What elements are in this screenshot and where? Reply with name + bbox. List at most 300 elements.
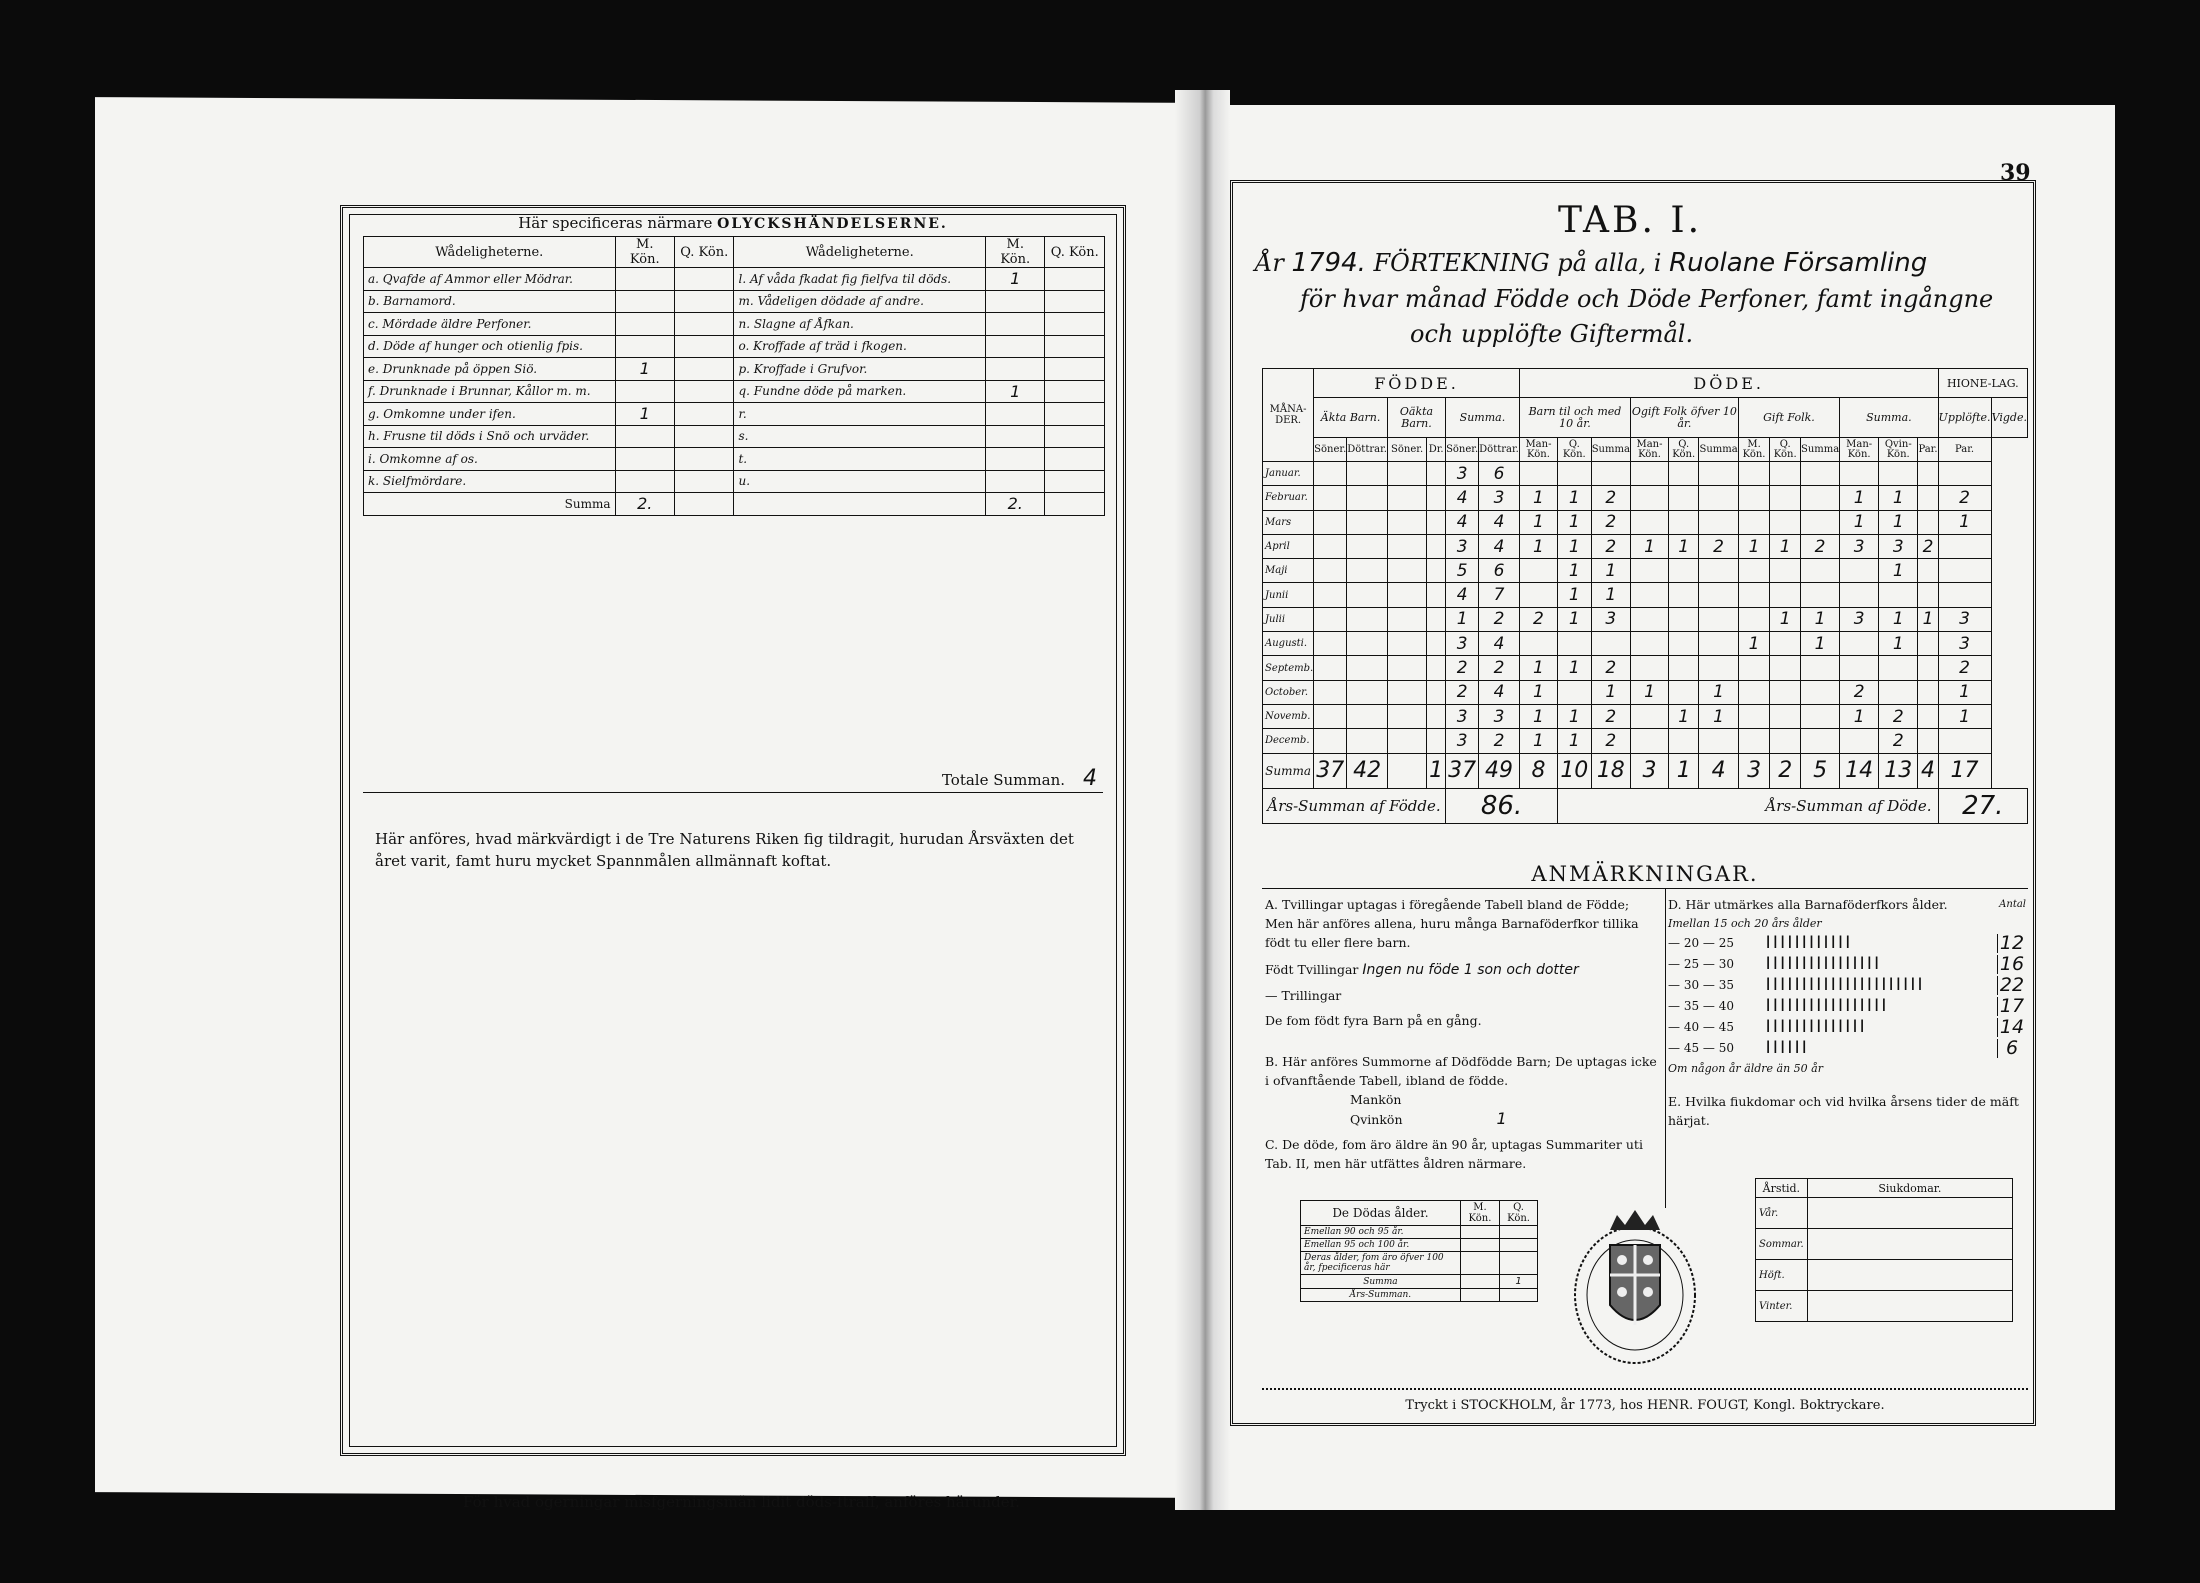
month-cell: 4: [1479, 510, 1520, 534]
month-cell: [1427, 462, 1446, 486]
month-cell: [1800, 462, 1839, 486]
accident-m: [986, 313, 1045, 336]
month-cell: [1314, 486, 1347, 510]
col-header-cat2: Wådeligheterne.: [734, 237, 986, 268]
twins-line: Födt Tvillingar Ingen nu föde 1 son och dotter: [1265, 962, 1579, 978]
dod-h2: M. Kön.: [1460, 1201, 1499, 1226]
month-cell: 1: [1519, 486, 1557, 510]
month-label: Novemb.: [1263, 704, 1314, 728]
accidents-table: [363, 236, 1105, 516]
month-cell: [1387, 704, 1426, 728]
month-cell: [1427, 704, 1446, 728]
accident-m: 1: [615, 358, 674, 381]
accident-m: [615, 380, 674, 403]
accident-q: [1045, 290, 1105, 313]
age-tally: ǀǀǀǀǀǀǀǀǀǀǀǀǀǀ: [1763, 1017, 1865, 1037]
accident-m: [615, 268, 674, 291]
sub2-header: Man-Kön.: [1519, 438, 1557, 462]
month-cell: 2: [1800, 534, 1839, 558]
remark-a: A. Tvillingar uptagas i föregående Tabell bland de Födde; Men här anföres allena, huru många Barnaföderfkor tillika födt tu eller flere barn.: [1265, 897, 1639, 950]
month-cell: 1: [1558, 583, 1591, 607]
group-fodde: FÖDDE.: [1314, 369, 1520, 398]
accident-row: [364, 425, 1105, 448]
month-cell: [1347, 680, 1388, 704]
age-tally: ǀǀǀǀǀǀǀǀǀǀǀǀǀǀǀǀǀǀǀǀǀǀ: [1763, 975, 1923, 995]
month-cell: [1738, 486, 1770, 510]
accident-row: [364, 470, 1105, 493]
col-header-q2: Q. Kön.: [1045, 237, 1105, 268]
month-cell: 1: [1699, 704, 1738, 728]
month-cell: [1347, 632, 1388, 656]
summa-cell: 42: [1347, 753, 1388, 788]
accident-m: 1: [986, 268, 1045, 291]
month-cell: [1668, 656, 1699, 680]
month-cell: 1: [1446, 607, 1479, 631]
month-row: [1263, 680, 2028, 704]
sub-upplofte: Upplöfte.: [1938, 398, 1991, 438]
accident-q: [675, 448, 734, 471]
month-cell: [1668, 559, 1699, 583]
accident-q: [675, 380, 734, 403]
month-cell: [1800, 729, 1839, 753]
month-cell: [1918, 462, 1938, 486]
accident-label: h. Frusne til döds i Snö och urväder.: [364, 425, 616, 448]
month-cell: [1938, 534, 1991, 558]
month-cell: 4: [1479, 680, 1520, 704]
accident-label: i. Omkomne af os.: [364, 448, 616, 471]
month-cell: [1738, 583, 1770, 607]
accident-m: [615, 290, 674, 313]
month-label: Decemb.: [1263, 729, 1314, 753]
month-cell: [1314, 534, 1347, 558]
accident-label: d. Döde af hunger och otienlig fpis.: [364, 335, 616, 358]
col-header-cat: Wådeligheterne.: [364, 237, 616, 268]
accident-row: [364, 448, 1105, 471]
death-age-table: [1300, 1200, 1538, 1302]
month-cell: [1738, 607, 1770, 631]
month-cell: 1: [1738, 632, 1770, 656]
month-cell: [1668, 729, 1699, 753]
accident-label: r.: [734, 403, 986, 426]
month-cell: [1427, 632, 1446, 656]
month-label: Mars: [1263, 510, 1314, 534]
month-cell: [1699, 632, 1738, 656]
dod-r2: Emellan 95 och 100 år.: [1301, 1239, 1461, 1252]
accident-q: [675, 425, 734, 448]
month-cell: [1918, 704, 1938, 728]
month-cell: 3: [1446, 534, 1479, 558]
mother-age-row: [1668, 996, 2026, 1017]
month-cell: [1800, 704, 1839, 728]
month-cell: [1314, 704, 1347, 728]
sub-ogift: Ogift Folk öfver 10 år.: [1631, 398, 1739, 438]
year-handwritten: 1794.: [1291, 248, 1366, 278]
month-cell: [1699, 729, 1738, 753]
age-range-label: — 30 — 35: [1668, 978, 1734, 992]
month-cell: [1699, 656, 1738, 680]
month-cell: [1738, 704, 1770, 728]
accident-q: [675, 403, 734, 426]
sub2-header: Söner.: [1446, 438, 1479, 462]
month-cell: 5: [1446, 559, 1479, 583]
diseases-table: [1755, 1178, 2013, 1322]
month-cell: [1770, 583, 1801, 607]
age-range-label: — 35 — 40: [1668, 999, 1734, 1013]
month-cell: [1314, 510, 1347, 534]
accident-label: c. Mördade äldre Perfoner.: [364, 313, 616, 336]
remarks-right-column: [1668, 895, 2026, 1130]
month-label: April: [1263, 534, 1314, 558]
month-cell: 1: [1668, 534, 1699, 558]
accident-q: [1045, 313, 1105, 336]
dod-h3: Q. Kön.: [1500, 1201, 1538, 1226]
printer-imprint: Tryckt i STOCKHOLM, år 1773, hos HENR. FOUGT, Kongl. Boktryckare.: [1405, 1398, 1885, 1413]
month-cell: [1800, 486, 1839, 510]
month-cell: [1738, 656, 1770, 680]
accident-q: [1045, 358, 1105, 381]
dod-h1: De Dödas ålder.: [1301, 1201, 1461, 1226]
month-cell: 1: [1879, 510, 1918, 534]
month-cell: 3: [1840, 534, 1879, 558]
summa-cell: 5: [1800, 753, 1839, 788]
accident-label: p. Kroffade i Grufvor.: [734, 358, 986, 381]
month-cell: [1631, 583, 1669, 607]
month-cell: 1: [1558, 704, 1591, 728]
month-cell: 3: [1479, 704, 1520, 728]
month-cell: [1631, 704, 1669, 728]
sub2-header: Summa: [1699, 438, 1738, 462]
accident-label: b. Barnamord.: [364, 290, 616, 313]
accidents-body: [364, 268, 1105, 493]
month-cell: 4: [1446, 486, 1479, 510]
month-cell: [1918, 510, 1938, 534]
month-cell: 3: [1446, 462, 1479, 486]
parish-handwritten: Ruolane Församling: [1669, 248, 1928, 278]
sub-barn: Barn til och med 10 år.: [1519, 398, 1630, 438]
accident-row: [364, 313, 1105, 336]
month-row: [1263, 729, 2028, 753]
month-cell: [1314, 607, 1347, 631]
month-cell: [1314, 559, 1347, 583]
month-cell: 3: [1840, 607, 1879, 631]
month-cell: [1631, 632, 1669, 656]
month-cell: [1387, 583, 1426, 607]
month-cell: [1519, 559, 1557, 583]
summa-cell: 8: [1519, 753, 1557, 788]
month-cell: [1427, 510, 1446, 534]
month-cell: [1800, 656, 1839, 680]
group-hionelag: HIONE-LAG.: [1938, 369, 2027, 398]
summa-cell: 1: [1668, 753, 1699, 788]
accident-q: [675, 358, 734, 381]
month-cell: [1591, 462, 1631, 486]
accident-label: a. Qvafde af Ammor eller Mödrar.: [364, 268, 616, 291]
accident-label: l. Af våda fkadat fig fielfva til döds.: [734, 268, 986, 291]
month-label: Julii: [1263, 607, 1314, 631]
month-row: [1263, 704, 2028, 728]
month-cell: [1770, 559, 1801, 583]
month-cell: [1668, 510, 1699, 534]
month-cell: [1918, 680, 1938, 704]
month-cell: 1: [1800, 607, 1839, 631]
sub2-header: Qvin-Kön.: [1879, 438, 1918, 462]
dod-summa: Summa: [1301, 1275, 1461, 1289]
accidents-form-frame: [340, 205, 1126, 1511]
age-range-label: — 40 — 45: [1668, 1020, 1734, 1034]
accident-m: [615, 448, 674, 471]
mother-age-row: [1668, 975, 2026, 996]
month-cell: [1938, 559, 1991, 583]
month-cell: 1: [1558, 486, 1591, 510]
month-cell: 6: [1479, 462, 1520, 486]
month-cell: [1918, 486, 1938, 510]
month-row: [1263, 486, 2028, 510]
month-cell: [1840, 559, 1879, 583]
month-cell: 1: [1840, 510, 1879, 534]
mother-age-row: [1668, 954, 2026, 975]
month-cell: [1770, 729, 1801, 753]
anmarkningar-title: ANMÄRKNINGAR.: [1531, 862, 1759, 886]
sub2-header: Döttrar.: [1479, 438, 1520, 462]
month-cell: [1631, 462, 1669, 486]
accident-m: [615, 425, 674, 448]
month-cell: 1: [1558, 559, 1591, 583]
ars-fodde-value: 86.: [1446, 788, 1558, 823]
months-body: [1263, 462, 2028, 754]
month-cell: 7: [1479, 583, 1520, 607]
accident-q: [675, 313, 734, 336]
summa-m2: 2.: [986, 493, 1045, 516]
accident-row: [364, 335, 1105, 358]
month-cell: 1: [1738, 534, 1770, 558]
month-cell: [1558, 462, 1591, 486]
accident-q: [675, 290, 734, 313]
month-cell: [1668, 486, 1699, 510]
ars-fodde-label: Års-Summan af Födde.: [1263, 788, 1446, 823]
month-cell: [1770, 704, 1801, 728]
month-cell: [1591, 632, 1631, 656]
accident-row: [364, 358, 1105, 381]
month-cell: [1387, 729, 1426, 753]
age-tally: ǀǀǀǀǀǀǀǀǀǀǀǀ: [1763, 933, 1850, 953]
sub2-header: Dr.: [1427, 438, 1446, 462]
month-cell: [1668, 632, 1699, 656]
accident-m: 1: [615, 403, 674, 426]
sub2-header: Summa: [1591, 438, 1631, 462]
month-cell: 1: [1770, 607, 1801, 631]
summa-cell: 37: [1314, 753, 1347, 788]
executions-heading: För hvad ogerningar misfgerningsmän lidit döds-ftraff, anföres härunder.: [463, 1493, 1020, 1511]
season-host: Höft.: [1756, 1260, 1808, 1291]
month-cell: [1699, 607, 1738, 631]
month-row: [1263, 583, 2028, 607]
month-cell: 1: [1631, 680, 1669, 704]
age-count: 22: [1997, 976, 2026, 995]
month-cell: 3: [1446, 729, 1479, 753]
form-heading-line2: för hvar månad Födde och Döde Perfoner, famt ingångne: [1300, 285, 1994, 313]
month-cell: 2: [1591, 656, 1631, 680]
accident-m: [615, 470, 674, 493]
accident-row: [364, 403, 1105, 426]
month-cell: 3: [1938, 632, 1991, 656]
month-row: [1263, 559, 2028, 583]
month-cell: [1938, 583, 1991, 607]
month-cell: [1631, 486, 1669, 510]
accident-label: f. Drunknade i Brunnar, Kållor m. m.: [364, 380, 616, 403]
month-cell: 1: [1800, 632, 1839, 656]
form-heading-line3: och upplöfte Giftermål.: [1410, 320, 1694, 348]
age-count: 17: [1997, 997, 2026, 1016]
sub2-header: Q. Kön.: [1770, 438, 1801, 462]
month-cell: [1347, 559, 1388, 583]
accident-row: [364, 268, 1105, 291]
dod-summa-q: 1: [1500, 1275, 1538, 1289]
month-cell: 4: [1446, 510, 1479, 534]
sub2-header: Par.: [1938, 438, 1991, 462]
month-cell: [1347, 583, 1388, 607]
accident-m: [986, 358, 1045, 381]
month-cell: [1387, 680, 1426, 704]
summa-cell: 4: [1699, 753, 1738, 788]
accident-q: [675, 268, 734, 291]
month-cell: [1387, 656, 1426, 680]
age-count: 16: [1997, 955, 2026, 974]
month-cell: [1631, 510, 1669, 534]
month-cell: 4: [1479, 534, 1520, 558]
month-cell: [1314, 656, 1347, 680]
group-dode: DÖDE.: [1519, 369, 1938, 398]
summa-cell: [1387, 753, 1426, 788]
summa-cell: 49: [1479, 753, 1520, 788]
summa-cell: 3: [1631, 753, 1669, 788]
remark-e: E. Hvilka fiukdomar och vid hvilka årsens tider de mäft härjat.: [1668, 1094, 2019, 1128]
col-header-m: M. Kön.: [615, 237, 674, 268]
month-cell: 1: [1668, 704, 1699, 728]
month-cell: [1314, 680, 1347, 704]
month-cell: [1918, 656, 1938, 680]
month-cell: [1699, 510, 1738, 534]
summa-cell: 10: [1558, 753, 1591, 788]
sub-akta: Äkta Barn.: [1314, 398, 1388, 438]
accident-label: q. Fundne döde på marken.: [734, 380, 986, 403]
month-cell: 2: [1446, 656, 1479, 680]
summa-cell: 1: [1427, 753, 1446, 788]
month-cell: 2: [1591, 534, 1631, 558]
accident-q: [675, 335, 734, 358]
summa-cell: 37: [1446, 753, 1479, 788]
month-cell: [1699, 583, 1738, 607]
month-cell: 1: [1770, 534, 1801, 558]
month-cell: 1: [1558, 534, 1591, 558]
totale-summan: Totale Summan. 4: [941, 766, 1097, 791]
month-cell: [1314, 462, 1347, 486]
month-cell: [1427, 656, 1446, 680]
accident-label: s.: [734, 425, 986, 448]
month-cell: 1: [1938, 680, 1991, 704]
month-label: Septemb.: [1263, 656, 1314, 680]
sjuk-h2: Siukdomar.: [1807, 1179, 2012, 1198]
month-cell: 2: [1938, 486, 1991, 510]
month-cell: [1347, 607, 1388, 631]
month-cell: [1314, 632, 1347, 656]
month-cell: [1938, 729, 1991, 753]
month-cell: 3: [1938, 607, 1991, 631]
month-cell: [1387, 632, 1426, 656]
month-cell: 1: [1519, 656, 1557, 680]
month-cell: [1668, 583, 1699, 607]
month-cell: 1: [1879, 486, 1918, 510]
summa-row: [1263, 753, 2028, 788]
month-cell: 1: [1558, 729, 1591, 753]
month-cell: [1427, 583, 1446, 607]
month-cell: [1879, 680, 1918, 704]
month-cell: [1387, 607, 1426, 631]
accident-m: [986, 335, 1045, 358]
accident-label: k. Sielfmördare.: [364, 470, 616, 493]
month-cell: 2: [1519, 607, 1557, 631]
sjuk-h1: Årstid.: [1756, 1179, 1808, 1198]
summa-row-label: Summa: [1263, 753, 1314, 788]
month-cell: [1738, 559, 1770, 583]
month-cell: [1770, 486, 1801, 510]
month-cell: [1347, 656, 1388, 680]
accident-label: g. Omkomne under ifen.: [364, 403, 616, 426]
ars-summan-row: [1263, 788, 2028, 823]
nature-remarks-heading: Här anföres, hvad märkvärdigt i de Tre Naturens Riken fig tildragit, hurudan Årsväxten det året varit, famt huru mycket Spannmålen allmännaft koftat.: [375, 830, 1074, 870]
page-number: 39: [2000, 160, 2031, 186]
month-cell: [1770, 656, 1801, 680]
month-cell: 2: [1591, 486, 1631, 510]
accident-label: m. Vådeligen dödade af andre.: [734, 290, 986, 313]
month-cell: 2: [1879, 704, 1918, 728]
accident-label: o. Kroffade af träd i fkogen.: [734, 335, 986, 358]
month-label: Februar.: [1263, 486, 1314, 510]
sub2-header: Man-Kön.: [1631, 438, 1669, 462]
month-cell: [1427, 486, 1446, 510]
age-range-label: — 25 — 30: [1668, 957, 1734, 971]
summa-label: Summa: [364, 493, 616, 516]
month-row: [1263, 510, 2028, 534]
sub2-header: Söner.: [1387, 438, 1426, 462]
month-cell: 2: [1699, 534, 1738, 558]
month-cell: [1699, 462, 1738, 486]
month-cell: 2: [1591, 729, 1631, 753]
month-cell: [1314, 583, 1347, 607]
age-tally: ǀǀǀǀǀǀ: [1763, 1038, 1807, 1058]
month-cell: [1738, 462, 1770, 486]
accident-label: u.: [734, 470, 986, 493]
month-cell: [1738, 510, 1770, 534]
month-cell: 1: [1558, 510, 1591, 534]
month-row: [1263, 607, 2028, 631]
month-cell: 1: [1591, 583, 1631, 607]
accident-q: [1045, 470, 1105, 493]
month-cell: [1631, 729, 1669, 753]
quadruplets-line: De fom födt fyra Barn på en gång.: [1265, 1013, 1482, 1028]
remark-b: B. Här anföres Summorne af Dödfödde Barn; De uptagas icke i ofvanftående Tabell, ibland de födde.: [1265, 1054, 1657, 1088]
month-cell: [1879, 462, 1918, 486]
month-cell: 2: [1446, 680, 1479, 704]
month-cell: [1427, 559, 1446, 583]
triplets-line: — Trillingar: [1265, 988, 1342, 1003]
month-cell: 1: [1591, 559, 1631, 583]
age-count: 14: [1997, 1018, 2026, 1037]
summa-cell: 14: [1840, 753, 1879, 788]
sub2-header: Söner.: [1314, 438, 1347, 462]
month-cell: [1427, 534, 1446, 558]
antal-label: Antal: [1999, 899, 2026, 910]
accidents-title: Här specificeras närmare OLYCKSHÄNDELSERNE.: [518, 214, 948, 232]
